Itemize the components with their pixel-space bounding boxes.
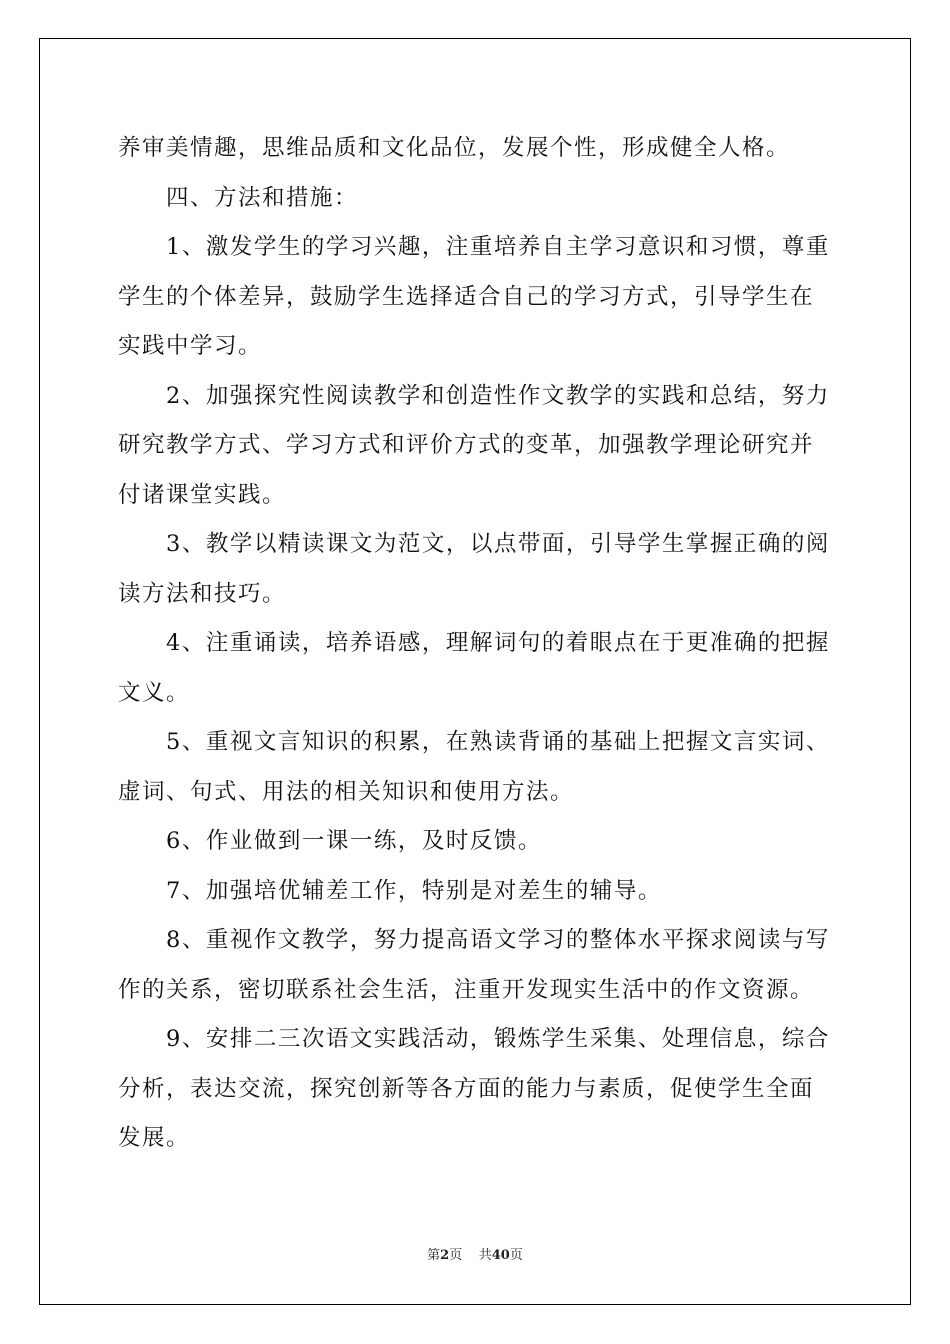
list-item: 7、加强培优辅差工作，特别是对差生的辅导。 xyxy=(166,877,662,904)
list-item: 8、重视作文教学，努力提高语文学习的整体水平探求阅读与写作的关系，密切联系社会生活，注重开发现实生活中的作文资源。 xyxy=(118,927,830,1003)
page-number: 2 xyxy=(440,1248,450,1263)
paragraph-continuation: 养审美情趣，思维品质和文化品位，发展个性，形成健全人格。 xyxy=(118,135,791,161)
total-suffix: 页 xyxy=(509,1248,523,1263)
total-prefix: 共 xyxy=(478,1248,492,1263)
total-pages: 40 xyxy=(491,1248,510,1263)
list-item: 6、作业做到一课一练，及时反馈。 xyxy=(166,828,542,854)
document-body xyxy=(118,124,834,1164)
section-heading: 四、方法和措施： xyxy=(166,184,359,211)
list-item: 9、安排二三次语文实践活动，锻炼学生采集、处理信息，综合分析，表达交流，探究创新等各方面的能力与素质，促使学生全面发展。 xyxy=(118,1026,830,1151)
page-prefix: 第 xyxy=(427,1248,441,1263)
list-item: 5、重视文言知识的积累，在熟读背诵的基础上把握文言实词、虚词、句式、用法的相关知识和使用方法。 xyxy=(118,729,830,805)
list-item: 2、加强探究性阅读教学和创造性作文教学的实践和总结，努力研究教学方式、学习方式和评价方式的变革，加强教学理论研究并付诸课堂实践。 xyxy=(118,382,830,508)
page-footer xyxy=(0,1244,950,1263)
list-item: 1、激发学生的学习兴趣，注重培养自主学习意识和习惯，尊重学生的个体差异，鼓励学生选择适合自己的学习方式，引导学生在实践中学习。 xyxy=(118,234,830,359)
list-item: 3、教学以精读课文为范文，以点带面，引导学生掌握正确的阅读方法和技巧。 xyxy=(118,531,830,607)
list-item: 4、注重诵读，培养语感，理解词句的着眼点在于更准确的把握文义。 xyxy=(118,630,830,706)
page-suffix: 页 xyxy=(449,1248,463,1263)
